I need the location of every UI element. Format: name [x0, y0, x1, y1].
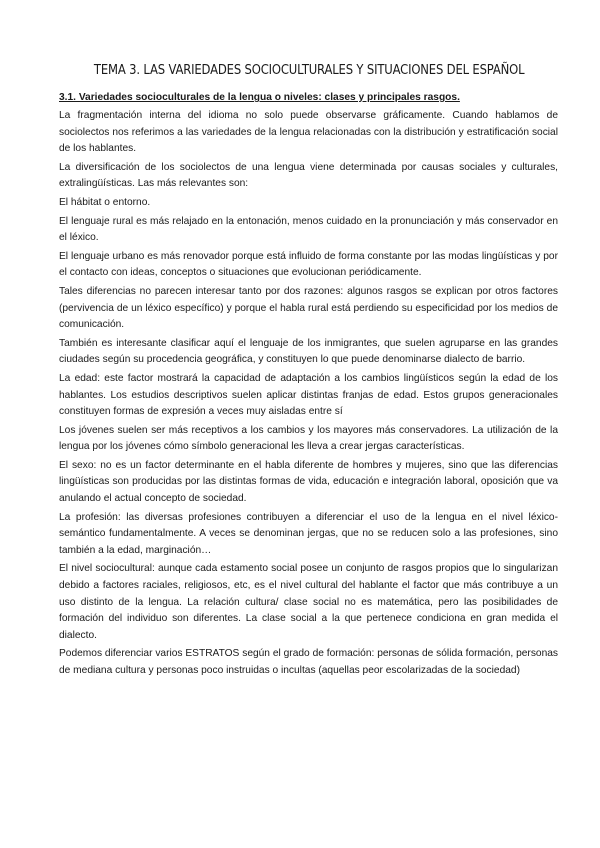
paragraph: El sexo: no es un factor determinante en el habla diferente de hombres y mujeres, sino que las diferencias lingüísticas son producidas por las distintas formas de vida, educación e integración laboral, oposición que va anulando el actual concepto de sociedad. [59, 459, 558, 505]
paragraph: También es interesante clasificar aquí el lenguaje de los inmigrantes, que suelen agruparse en las grandes ciudades según su procedencia geográfica, y constituyen lo que puede denominarse dialecto de barrio. [59, 337, 558, 366]
paragraph: El lenguaje urbano es más renovador porque está influido de forma constante por las modas lingüísticas y por el contacto con ideas, conceptos o situaciones que evolucionan periódicamente. [59, 250, 558, 279]
paragraph: La profesión: las diversas profesiones contribuyen a diferenciar el uso de la lengua en el nivel léxico-semántico fundamentalmente. A veces se denominan jergas, que no se reducen solo a las profesiones, sino también a la edad, marginación… [59, 511, 558, 556]
paragraph: El lenguaje rural es más relajado en la entonación, menos cuidado en la pronunciación y más conservador en el léxico. [59, 215, 558, 244]
paragraph: La fragmentación interna del idioma no solo puede observarse gráficamente. Cuando hablamos de sociolectos nos referimos a las variedades de la lengua relacionadas con la distribución y estratificación social de los hablantes. [59, 110, 558, 155]
paragraph: Podemos diferenciar varios ESTRATOS según el grado de formación: personas de sólida formación, personas de mediana cultura y personas poco instruidas o incultas (aquellas peor escolarizadas de la sociedad) [59, 648, 558, 676]
paragraph: El hábitat o entorno. [59, 196, 151, 208]
document-title: TEMA 3. LAS VARIEDADES SOCIOCULTURALES Y SITUACIONES DEL ESPAÑOL [93, 62, 525, 78]
paragraph: Los jóvenes suelen ser más receptivos a los cambios y los mayores más conservadores. La utilización de la lengua por los jóvenes cómo símbolo generacional les lleva a crear jergas características. [59, 424, 558, 453]
paragraph: El nivel sociocultural: aunque cada estamento social posee un conjunto de rasgos propios que lo singularizan debido a factores raciales, religiosos, etc, es el nivel cultural del hablante el factor que más contribuye a un uso distinto de la lengua. La relación cultura/ clase social no es matemática, pero las posibilidades de formación del individuo son diferentes. La clase social a la que pertenece condiciona en gran medida el dialecto. [59, 563, 558, 641]
section-heading: 3.1. Variedades socioculturales de la lengua o niveles: clases y principales rasgos. [59, 92, 460, 103]
paragraph: La edad: este factor mostrará la capacidad de adaptación a los cambios lingüísticos según la edad de los hablantes. Los estudios descriptivos suelen aplicar distintas franjas de edad. Estos grupos generacionales constituyen formas de expresión a veces muy aisladas entre sí [59, 372, 558, 418]
paragraph: Tales diferencias no parecen interesar tanto por dos razones: algunos rasgos se explican por otros factores (pervivencia de un léxico específico) y porque el habla rural está perdiendo su especificidad por los medios de comunicación. [59, 285, 558, 331]
paragraph: La diversificación de los sociolectos de una lengua viene determinada por causas sociales y culturales, extralingüísticas. Las más relevantes son: [59, 161, 558, 190]
